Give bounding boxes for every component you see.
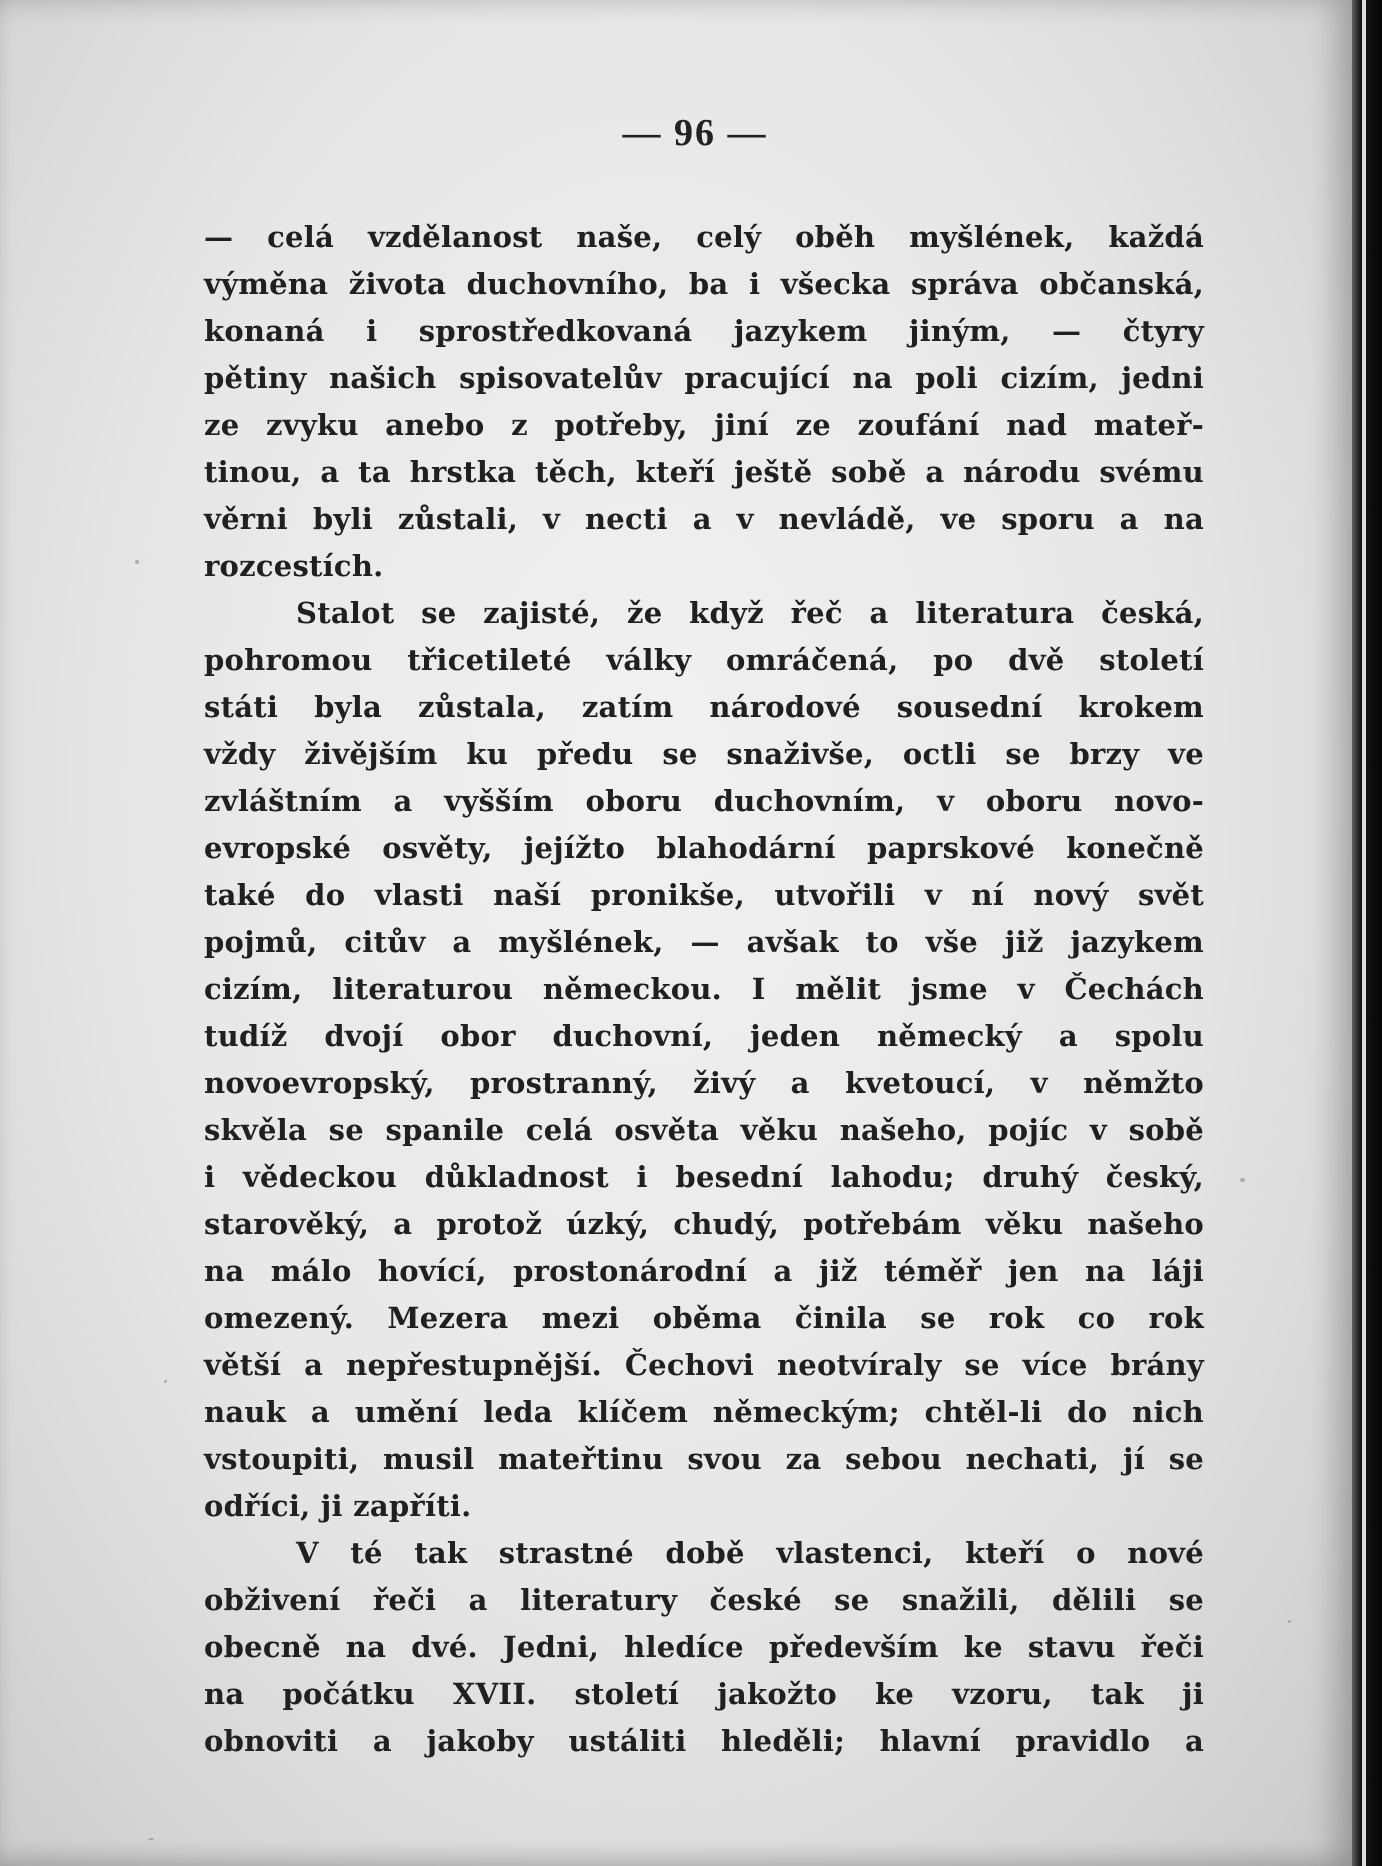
text-line: nauk a umění leda klíčem německým; chtěl-li do nich: [204, 1395, 1204, 1429]
scan-speck: [164, 1380, 167, 1383]
text-line: na málo hovící, prostonárodní a již téměř jen na láji: [204, 1254, 1204, 1288]
text-line: také do vlasti naší pronikše, utvořili v ní nový svět: [204, 878, 1204, 912]
text-line: skvěla se spanile celá osvěta věku našeho, pojíc v sobě: [204, 1113, 1204, 1147]
text-line: pojmů, citův a myšlének, — avšak to vše již jazykem: [204, 925, 1204, 959]
scan-speck: [135, 560, 139, 564]
text-line: ze zvyku anebo z potřeby, jiní ze zoufání nad mateř-: [204, 408, 1204, 442]
text-line: obživení řeči a literatury české se snažili, dělili se: [204, 1583, 1204, 1617]
right-page-edge-shadow: [1352, 0, 1382, 1866]
text-line: starověký, a protož úzký, chudý, potřebám věku našeho: [204, 1207, 1204, 1241]
body-text: [204, 214, 1204, 1765]
text-line: evropské osvěty, jejížto blahodární paprskové konečně: [204, 831, 1204, 865]
text-line: rozcestích.: [204, 549, 384, 583]
text-line: pětiny našich spisovatelův pracující na poli cizím, jedni: [204, 361, 1204, 395]
text-line: tinou, a ta hrstka těch, kteří ještě sobě a národu svému: [204, 455, 1204, 489]
text-line: pohromou třicetileté války omráčená, po dvě století: [204, 643, 1204, 677]
text-line: cizím, literaturou německou. I mělit jsme v Čechách: [204, 972, 1204, 1006]
text-line: výměna života duchovního, ba i všecka správa občanská,: [204, 267, 1204, 301]
text-line: tudíž dvojí obor duchovní, jeden německý a spolu: [204, 1019, 1204, 1053]
scan-speck: [1288, 1620, 1291, 1623]
text-line: obecně na dvé. Jedni, hledíce především ke stavu řeči: [204, 1630, 1204, 1664]
text-line: — celá vzdělanost naše, celý oběh myšlének, každá: [204, 220, 1204, 254]
text-line: zvláštním a vyšším oboru duchovním, v oboru novo-: [204, 784, 1204, 818]
text-line: obnoviti a jakoby ustáliti hleděli; hlavní pravidlo a: [204, 1724, 1204, 1758]
right-page-edge-highlight: [1362, 0, 1366, 1866]
text-line: vstoupiti, musil mateřtinu svou za sebou nechati, jí se: [204, 1442, 1204, 1476]
scan-speck: [1240, 1178, 1245, 1182]
text-line: věrni byli zůstali, v necti a v nevládě, ve sporu a na: [204, 502, 1204, 536]
text-line: vždy živějším ku předu se snaživše, octli se brzy ve: [204, 737, 1204, 771]
text-line: větší a nepřestupnější. Čechovi neotvíraly se více brány: [204, 1348, 1204, 1382]
text-line: novoevropský, prostranný, živý a kvetoucí, v němžto: [204, 1066, 1204, 1100]
text-line: omezený. Mezera mezi oběma činila se rok co rok: [204, 1301, 1204, 1335]
text-line: konaná i sprostředkovaná jazykem jiným, — čtyry: [204, 314, 1204, 348]
scan-speck: [148, 1838, 154, 1840]
text-line: na počátku XVII. století jakožto ke vzoru, tak ji: [204, 1677, 1204, 1711]
paragraph-start-line: Stalot se zajisté, že když řeč a literatura česká,: [296, 596, 1204, 630]
text-line: i vědeckou důkladnost i besední lahodu; druhý český,: [204, 1160, 1204, 1194]
page-number: — 96 —: [622, 112, 768, 154]
text-line: odříci, ji zapříti.: [204, 1489, 472, 1523]
text-line: státi byla zůstala, zatím národové sousední krokem: [204, 690, 1204, 724]
paragraph-start-line: V té tak strastné době vlastenci, kteří o nové: [296, 1536, 1204, 1570]
